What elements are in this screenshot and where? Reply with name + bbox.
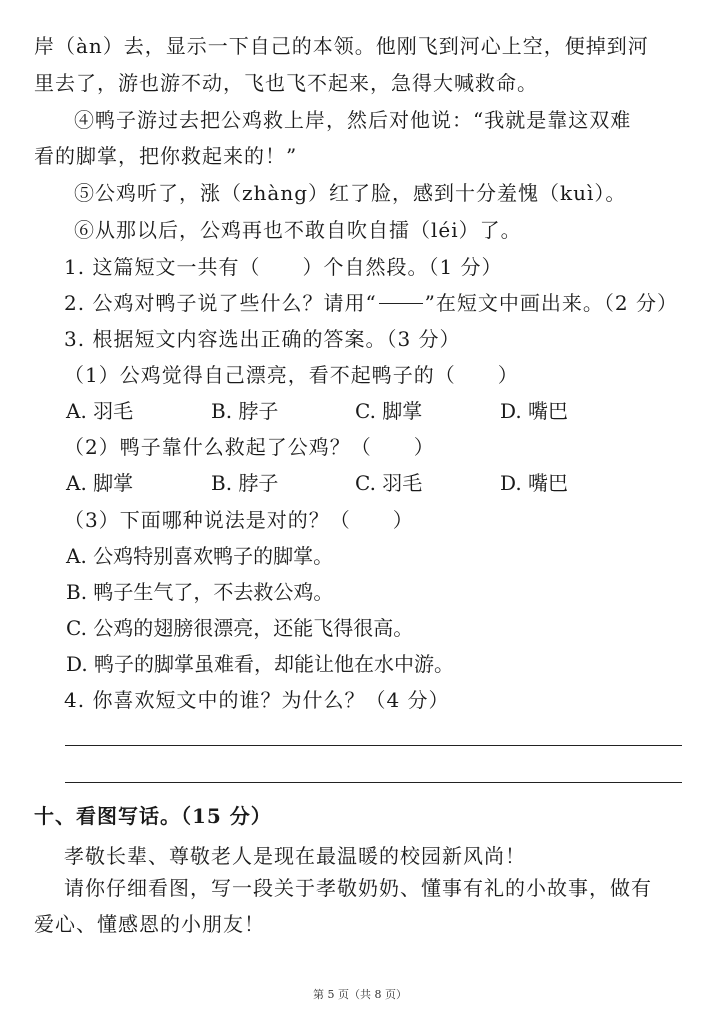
q3-3-option-c[interactable]: C. 公鸡的翅膀很漂亮，还能飞得很高。: [66, 616, 414, 640]
page-footer: 第 5 页（共 8 页）: [313, 988, 407, 1001]
passage-line-3: ④鸭子游过去把公鸡救上岸，然后对他说：“我就是靠这双难: [74, 108, 632, 132]
q3-1-option-b[interactable]: B. 脖子: [211, 399, 279, 423]
q3-2-option-d[interactable]: D. 嘴巴: [500, 471, 569, 495]
q3-2-option-b[interactable]: B. 脖子: [211, 471, 279, 495]
section-10-heading: 十、看图写话。（15 分）: [34, 804, 272, 828]
passage-line-6: ⑥从那以后，公鸡再也不敢自吹自擂（léi）了。: [74, 218, 522, 242]
section-10-line-3: 爱心、懂感恩的小朋友！: [34, 912, 265, 936]
question-1: 1. 这篇短文一共有（ ）个自然段。（1 分）: [64, 255, 503, 279]
q3-2-option-a[interactable]: A. 脚掌: [66, 471, 134, 495]
passage-line-1: 岸（àn）去，显示一下自己的本领。他刚飞到河心上空，便掉到河: [34, 34, 649, 58]
question-3: 3. 根据短文内容选出正确的答案。（3 分）: [64, 327, 461, 351]
q3-3-option-a[interactable]: A. 公鸡特别喜欢鸭子的脚掌。: [66, 544, 334, 568]
passage-line-2: 里去了，游也游不动，飞也飞不起来，急得大喊救命。: [34, 71, 538, 95]
q3-1-option-c[interactable]: C. 脚掌: [355, 399, 423, 423]
question-3-1: （1）公鸡觉得自己漂亮，看不起鸭子的（ ）: [64, 363, 519, 387]
question-3-3: （3）下面哪种说法是对的？（ ）: [64, 508, 414, 532]
section-10-line-2: 请你仔细看图，写一段关于孝敬奶奶、懂事有礼的小故事，做有: [64, 876, 652, 900]
question-2: [64, 289, 678, 317]
underline-mark: [379, 303, 423, 304]
q3-2-option-c[interactable]: C. 羽毛: [355, 471, 423, 495]
question-2-text-start: 2. 公鸡对鸭子说了些什么？请用“: [64, 291, 377, 315]
q3-3-option-b[interactable]: B. 鸭子生气了，不去救公鸡。: [66, 580, 334, 604]
answer-line-2[interactable]: [65, 782, 682, 783]
section-10-line-1: 孝敬长辈、尊敬老人是现在最温暖的校园新风尚！: [64, 844, 526, 868]
passage-line-4: 看的脚掌，把你救起来的！”: [34, 144, 298, 168]
q3-3-option-d[interactable]: D. 鸭子的脚掌虽难看，却能让他在水中游。: [66, 652, 455, 676]
answer-line-1[interactable]: [65, 745, 682, 746]
q3-1-option-a[interactable]: A. 羽毛: [66, 399, 134, 423]
question-4: 4. 你喜欢短文中的谁？为什么？（4 分）: [64, 688, 450, 712]
question-3-2: （2）鸭子靠什么救起了公鸡？（ ）: [64, 435, 435, 459]
q3-1-option-d[interactable]: D. 嘴巴: [500, 399, 569, 423]
question-2-text-end: ”在短文中画出来。（2 分）: [424, 291, 678, 315]
passage-line-5: ⑤公鸡听了，涨（zhàng）红了脸，感到十分羞愧（kuì）。: [74, 181, 627, 205]
